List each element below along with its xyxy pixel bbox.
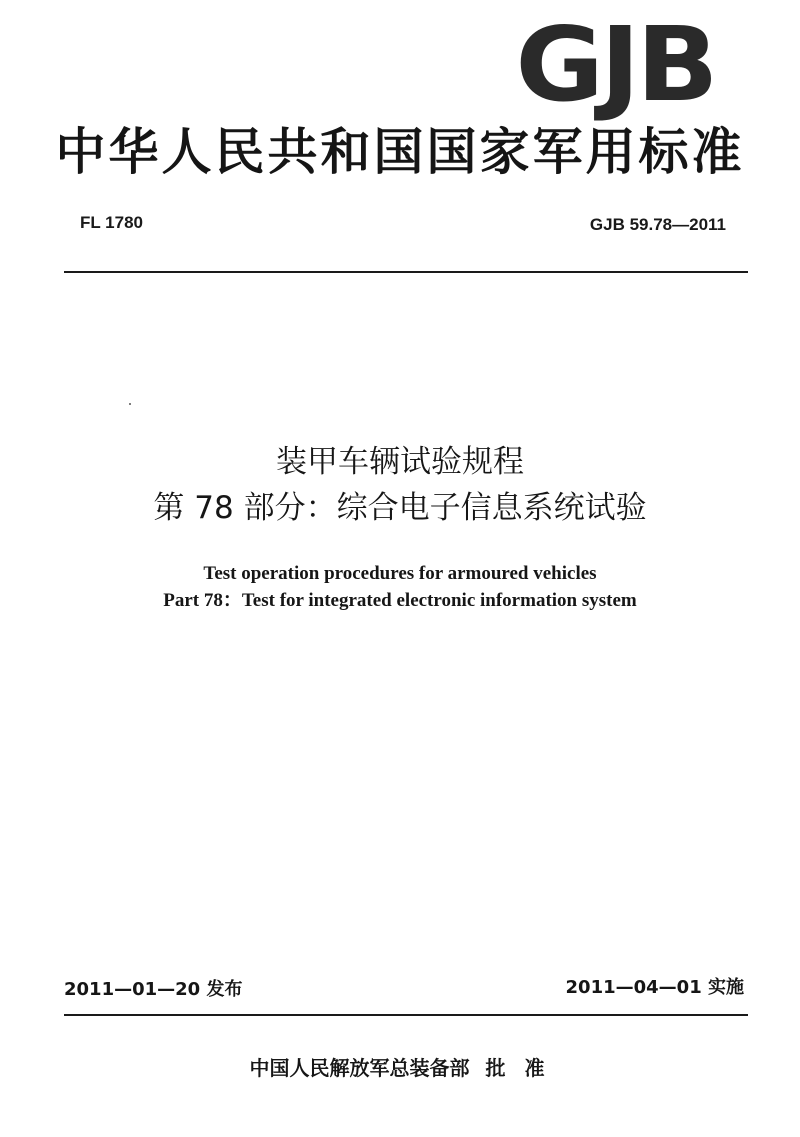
approve-word: 批 准 <box>485 1056 551 1080</box>
org-title: 中华人民共和国国家军用标准 <box>55 123 745 181</box>
cn-title-line2: 第 78 部分：综合电子信息系统试验 <box>153 490 647 526</box>
cn-title-line1: 装甲车辆试验规程 <box>276 444 524 480</box>
en-title-line2: Part 78：Test for integrated electronic information system <box>163 590 637 611</box>
approver-org: 中国人民解放军总装备部 <box>249 1056 470 1080</box>
gjb-logo: GJB <box>515 6 715 125</box>
standard-number: GJB 59.78—2011 <box>589 215 726 234</box>
effective-date: 2011—04—01 实施 <box>565 977 744 998</box>
issue-date: 2011—01—20 发布 <box>64 979 243 1000</box>
scan-speck <box>129 403 131 405</box>
approver-line <box>40 1054 760 1082</box>
header-divider <box>64 271 748 273</box>
classification-code: FL 1780 <box>80 213 144 232</box>
en-title-line1: Test operation procedures for armoured vehicles <box>203 563 597 584</box>
footer-divider <box>64 1014 748 1016</box>
